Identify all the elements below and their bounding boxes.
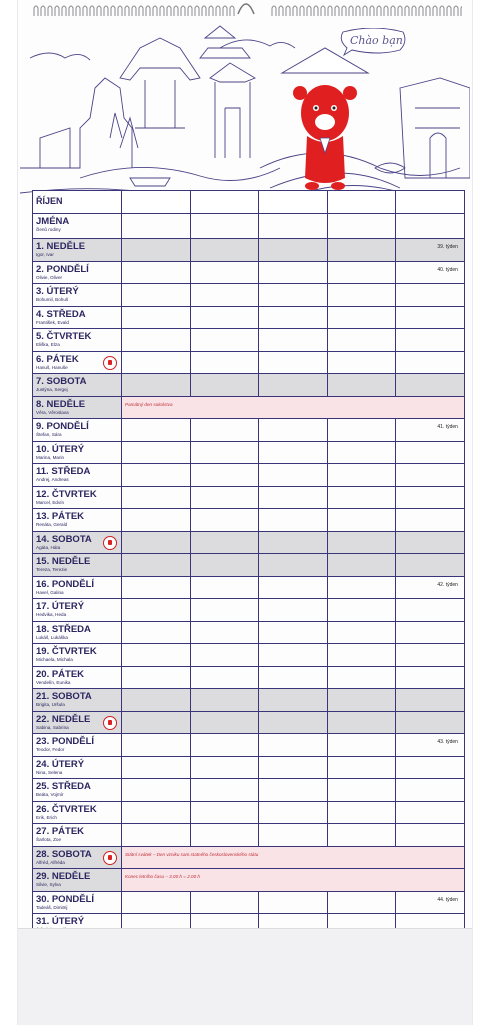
day-label: 1. NEDĚLE bbox=[36, 241, 86, 252]
entry-cell[interactable] bbox=[122, 891, 191, 914]
entry-cell[interactable] bbox=[190, 756, 259, 779]
entry-cell[interactable] bbox=[396, 756, 465, 779]
entry-cell[interactable] bbox=[327, 284, 396, 307]
entry-cell[interactable] bbox=[327, 531, 396, 554]
name-day: Hanuš, Hanuše bbox=[36, 364, 68, 370]
entry-cell[interactable] bbox=[122, 711, 191, 734]
entry-cell[interactable] bbox=[396, 464, 465, 487]
entry-cell[interactable] bbox=[259, 374, 328, 397]
entry-cell[interactable] bbox=[327, 801, 396, 824]
entry-cell[interactable] bbox=[259, 599, 328, 622]
entry-cell[interactable] bbox=[259, 666, 328, 689]
entry-cell[interactable] bbox=[327, 599, 396, 622]
day-row bbox=[33, 824, 465, 847]
day-label: 4. STŘEDA bbox=[36, 308, 86, 320]
holiday-note: Státní svátek – Den vzniku sam.statného československého státu bbox=[125, 851, 259, 857]
name-day: Justýna, Sergej bbox=[36, 387, 68, 392]
entry-cell[interactable] bbox=[327, 644, 396, 667]
day-label-cell bbox=[33, 711, 122, 734]
day-label: 28. SOBOTA bbox=[36, 848, 92, 860]
week-number: 41. týden bbox=[437, 424, 458, 430]
name-day: Andrej, Andreas bbox=[36, 477, 69, 482]
name-day: Olivie, Oliver bbox=[36, 274, 63, 280]
day-label: 25. STŘEDA bbox=[36, 781, 91, 792]
entry-cell[interactable] bbox=[122, 824, 191, 847]
entry-cell[interactable] bbox=[327, 666, 396, 689]
calendar-bottom-strip bbox=[18, 928, 472, 1025]
day-label-cell bbox=[33, 396, 122, 419]
day-label: 12. ČTVRTEK bbox=[36, 488, 97, 500]
entry-cell[interactable] bbox=[122, 486, 191, 509]
day-label-cell bbox=[33, 824, 122, 847]
entry-cell[interactable] bbox=[122, 576, 191, 599]
entry-cell[interactable] bbox=[190, 239, 259, 262]
entry-cell[interactable] bbox=[396, 689, 465, 712]
day-label: 16. PONDĚLÍ bbox=[36, 578, 95, 590]
name-day: Hedvika, Heda bbox=[36, 612, 67, 617]
entry-cell[interactable] bbox=[396, 486, 465, 509]
week-number: 44. týden bbox=[437, 896, 458, 903]
entry-cell[interactable] bbox=[190, 374, 259, 397]
day-label: 14. SOBOTA bbox=[36, 533, 92, 545]
day-label: 11. STŘEDA bbox=[36, 466, 91, 477]
day-row bbox=[33, 711, 465, 734]
entry-cell[interactable] bbox=[259, 554, 328, 577]
day-label: 29. NEDĚLE bbox=[36, 871, 91, 882]
entry-cell[interactable] bbox=[327, 689, 396, 712]
day-label-cell bbox=[33, 756, 122, 779]
day-label-cell bbox=[33, 801, 122, 824]
day-label-cell bbox=[33, 306, 122, 329]
day-row bbox=[33, 486, 465, 509]
entry-cell[interactable] bbox=[396, 734, 465, 757]
day-label-cell bbox=[33, 869, 122, 892]
moon-phase-icon bbox=[103, 716, 117, 730]
greeting-text: Chào bạn bbox=[350, 34, 403, 47]
family-member-name-cell[interactable] bbox=[396, 214, 465, 239]
name-day: Nina, Selena bbox=[36, 769, 63, 775]
entry-cell[interactable] bbox=[396, 599, 465, 622]
entry-cell[interactable] bbox=[259, 756, 328, 779]
entry-cell[interactable] bbox=[190, 599, 259, 622]
entry-cell[interactable] bbox=[396, 824, 465, 847]
entry-cell[interactable] bbox=[190, 419, 259, 442]
entry-cell[interactable] bbox=[259, 779, 328, 802]
name-day: František, Evald bbox=[36, 319, 69, 325]
name-day: Bohumil, Bohuš bbox=[36, 297, 69, 302]
day-label: 20. PÁTEK bbox=[36, 668, 85, 680]
entry-cell[interactable] bbox=[122, 779, 191, 802]
entry-cell[interactable] bbox=[259, 621, 328, 644]
entry-cell[interactable] bbox=[122, 666, 191, 689]
entry-cell[interactable] bbox=[259, 239, 328, 262]
entry-cell[interactable] bbox=[259, 441, 328, 464]
entry-cell[interactable] bbox=[122, 239, 191, 262]
entry-cell[interactable] bbox=[122, 689, 191, 712]
day-row bbox=[33, 891, 465, 914]
entry-cell[interactable] bbox=[259, 576, 328, 599]
entry-cell[interactable] bbox=[190, 486, 259, 509]
entry-cell[interactable] bbox=[122, 329, 191, 352]
day-row bbox=[33, 509, 465, 532]
entry-cell[interactable] bbox=[396, 554, 465, 577]
entry-cell[interactable] bbox=[327, 509, 396, 532]
day-row bbox=[33, 621, 465, 644]
entry-cell[interactable] bbox=[396, 711, 465, 734]
holiday-note-cell[interactable] bbox=[122, 396, 465, 419]
name-day: Sabina, Sabrina bbox=[36, 724, 69, 730]
day-label: 10. ÚTERÝ bbox=[36, 443, 85, 455]
day-label-cell bbox=[33, 329, 122, 352]
name-day: Michaela, Michala bbox=[36, 657, 73, 662]
day-label-cell bbox=[33, 441, 122, 464]
names-row bbox=[33, 214, 465, 239]
entry-cell[interactable] bbox=[396, 329, 465, 352]
day-label: 2. PONDĚLÍ bbox=[36, 263, 89, 275]
entry-cell[interactable] bbox=[396, 666, 465, 689]
entry-cell[interactable] bbox=[327, 329, 396, 352]
entry-cell[interactable] bbox=[190, 441, 259, 464]
entry-cell[interactable] bbox=[327, 576, 396, 599]
day-row bbox=[33, 869, 465, 892]
entry-cell[interactable] bbox=[396, 441, 465, 464]
name-day: Brigita, Uršula bbox=[36, 702, 65, 707]
entry-cell[interactable] bbox=[327, 306, 396, 329]
entry-cell[interactable] bbox=[122, 644, 191, 667]
day-row bbox=[33, 734, 465, 757]
day-label-cell bbox=[33, 261, 122, 284]
day-row bbox=[33, 801, 465, 824]
entry-cell[interactable] bbox=[122, 756, 191, 779]
entry-cell[interactable] bbox=[396, 891, 465, 914]
entry-cell[interactable] bbox=[122, 599, 191, 622]
entry-cell[interactable] bbox=[396, 576, 465, 599]
day-label: 26. ČTVRTEK bbox=[36, 803, 97, 815]
day-row bbox=[33, 779, 465, 802]
week-number: 40. týden bbox=[437, 266, 458, 273]
day-label: 3. ÚTERÝ bbox=[36, 286, 79, 297]
name-day: Lukáš, Lukáška bbox=[36, 634, 68, 640]
day-label-cell bbox=[33, 644, 122, 667]
day-label-cell bbox=[33, 689, 122, 712]
day-label-cell bbox=[33, 734, 122, 757]
name-day: Igor, Ivar bbox=[36, 252, 54, 257]
day-label: 13. PÁTEK bbox=[36, 511, 85, 522]
names-header-cell: JMÉNA členů rodiny bbox=[33, 214, 122, 239]
entry-cell[interactable] bbox=[396, 261, 465, 284]
day-label: 18. STŘEDA bbox=[36, 623, 91, 635]
entry-cell[interactable] bbox=[190, 689, 259, 712]
day-row bbox=[33, 284, 465, 307]
day-label: 6. PÁTEK bbox=[36, 353, 79, 365]
name-day: Eliška, Elza bbox=[36, 342, 60, 347]
entry-cell[interactable] bbox=[327, 891, 396, 914]
day-row bbox=[33, 464, 465, 487]
entry-cell[interactable] bbox=[327, 554, 396, 577]
entry-cell[interactable] bbox=[396, 351, 465, 374]
name-day: Teodor, Fedor bbox=[36, 747, 65, 752]
entry-cell[interactable] bbox=[190, 554, 259, 577]
entry-cell[interactable] bbox=[122, 284, 191, 307]
entry-cell[interactable] bbox=[396, 531, 465, 554]
family-member-name-cell[interactable] bbox=[190, 214, 259, 239]
entry-cell[interactable] bbox=[259, 351, 328, 374]
name-day: Renáta, Gerald bbox=[36, 522, 68, 527]
day-label-cell bbox=[33, 599, 122, 622]
day-label: 8. NEDĚLE bbox=[36, 398, 86, 410]
day-label-cell bbox=[33, 239, 122, 262]
day-row bbox=[33, 329, 465, 352]
entry-cell[interactable] bbox=[122, 374, 191, 397]
entry-cell[interactable] bbox=[259, 644, 328, 667]
day-label-cell bbox=[33, 891, 122, 914]
day-row bbox=[33, 576, 465, 599]
day-row bbox=[33, 666, 465, 689]
entry-cell[interactable] bbox=[259, 509, 328, 532]
entry-cell[interactable] bbox=[327, 621, 396, 644]
moon-phase-icon bbox=[103, 851, 117, 865]
day-row bbox=[33, 554, 465, 577]
entry-cell[interactable] bbox=[122, 261, 191, 284]
entry-cell[interactable] bbox=[396, 644, 465, 667]
entry-cell[interactable] bbox=[327, 756, 396, 779]
entry-cell[interactable] bbox=[190, 711, 259, 734]
day-row bbox=[33, 261, 465, 284]
entry-cell[interactable] bbox=[259, 689, 328, 712]
entry-cell[interactable] bbox=[396, 801, 465, 824]
entry-cell[interactable] bbox=[122, 464, 191, 487]
entry-cell[interactable] bbox=[396, 779, 465, 802]
day-row bbox=[33, 441, 465, 464]
name-day: Havel, Galina bbox=[36, 589, 64, 595]
day-label: 27. PÁTEK bbox=[36, 826, 85, 837]
entry-cell[interactable] bbox=[190, 734, 259, 757]
entry-cell[interactable] bbox=[259, 261, 328, 284]
day-label: 15. NEDĚLE bbox=[36, 556, 91, 567]
holiday-note: Konec letního času – 3.00 h = 2.00 h bbox=[125, 874, 200, 879]
day-label-cell bbox=[33, 621, 122, 644]
entry-cell[interactable] bbox=[190, 576, 259, 599]
day-label: 19. ČTVRTEK bbox=[36, 646, 97, 657]
entry-cell[interactable] bbox=[327, 441, 396, 464]
entry-cell[interactable] bbox=[190, 284, 259, 307]
day-label-cell bbox=[33, 419, 122, 442]
entry-cell[interactable] bbox=[259, 734, 328, 757]
entry-cell[interactable] bbox=[259, 306, 328, 329]
day-label: 5. ČTVRTEK bbox=[36, 331, 92, 342]
day-row bbox=[33, 689, 465, 712]
day-label-cell bbox=[33, 779, 122, 802]
entry-cell[interactable] bbox=[122, 509, 191, 532]
day-row bbox=[33, 351, 465, 374]
day-label: 21. SOBOTA bbox=[36, 691, 92, 702]
moon-phase-icon bbox=[103, 536, 117, 550]
name-day: Alfréd, Alfréda bbox=[36, 859, 65, 865]
name-day: Šarlota, Zoe bbox=[36, 837, 62, 842]
holiday-note: Památný den sokolstva bbox=[125, 401, 173, 407]
entry-cell[interactable] bbox=[327, 261, 396, 284]
day-label-cell bbox=[33, 509, 122, 532]
day-label-cell bbox=[33, 464, 122, 487]
bear-mascot bbox=[282, 48, 368, 190]
family-member-name-cell[interactable] bbox=[327, 214, 396, 239]
day-label: 9. PONDĚLÍ bbox=[36, 421, 89, 432]
entry-cell[interactable] bbox=[327, 239, 396, 262]
day-label: 24. ÚTERÝ bbox=[36, 758, 85, 770]
entry-cell[interactable] bbox=[190, 464, 259, 487]
day-label-cell bbox=[33, 666, 122, 689]
family-member-name-cell[interactable] bbox=[259, 214, 328, 239]
name-day: Tadeáš, Dimitrij bbox=[36, 904, 68, 910]
entry-cell[interactable] bbox=[327, 374, 396, 397]
day-label-cell bbox=[33, 351, 122, 374]
name-day: Věra, Věroslava bbox=[36, 409, 69, 415]
entry-cell[interactable] bbox=[259, 329, 328, 352]
holiday-note-cell[interactable] bbox=[122, 846, 465, 869]
day-label: 7. SOBOTA bbox=[36, 376, 87, 387]
entry-cell[interactable] bbox=[327, 351, 396, 374]
entry-cell[interactable] bbox=[122, 801, 191, 824]
entry-cell[interactable] bbox=[190, 666, 259, 689]
entry-cell[interactable] bbox=[190, 261, 259, 284]
day-label-cell bbox=[33, 531, 122, 554]
name-day: Štefan, Sára bbox=[36, 432, 62, 437]
name-day: Erik, Erich bbox=[36, 814, 57, 820]
entry-cell[interactable] bbox=[190, 801, 259, 824]
entry-cell[interactable] bbox=[396, 374, 465, 397]
day-label: 22. NEDĚLE bbox=[36, 713, 91, 725]
day-row bbox=[33, 846, 465, 869]
entry-cell[interactable] bbox=[396, 621, 465, 644]
entry-cell[interactable] bbox=[190, 531, 259, 554]
entry-cell[interactable] bbox=[190, 509, 259, 532]
entry-cell[interactable] bbox=[396, 509, 465, 532]
week-number: 42. týden bbox=[437, 581, 458, 588]
entry-cell[interactable] bbox=[122, 306, 191, 329]
entry-cell[interactable] bbox=[396, 239, 465, 262]
name-day: Marina, Marin bbox=[36, 454, 65, 460]
entry-cell[interactable] bbox=[122, 441, 191, 464]
week-number: 39. týden bbox=[437, 244, 458, 250]
entry-cell[interactable] bbox=[122, 734, 191, 757]
entry-cell[interactable] bbox=[259, 531, 328, 554]
entry-cell[interactable] bbox=[259, 711, 328, 734]
entry-cell[interactable] bbox=[327, 734, 396, 757]
holiday-note-cell[interactable] bbox=[122, 869, 465, 892]
day-label: 31. ÚTERÝ bbox=[36, 916, 85, 927]
day-label-cell bbox=[33, 374, 122, 397]
entry-cell[interactable] bbox=[190, 621, 259, 644]
day-label-cell bbox=[33, 554, 122, 577]
entry-cell[interactable] bbox=[122, 531, 191, 554]
day-row bbox=[33, 419, 465, 442]
name-day: Tereza, Terezie bbox=[36, 567, 68, 572]
day-row bbox=[33, 374, 465, 397]
entry-cell[interactable] bbox=[396, 419, 465, 442]
day-label-cell bbox=[33, 846, 122, 869]
entry-cell[interactable] bbox=[396, 306, 465, 329]
family-member-name-cell[interactable] bbox=[122, 214, 191, 239]
entry-cell[interactable] bbox=[327, 464, 396, 487]
day-row bbox=[33, 599, 465, 622]
day-row bbox=[33, 306, 465, 329]
name-day: Silvie, Sylva bbox=[36, 882, 61, 887]
entry-cell[interactable] bbox=[259, 801, 328, 824]
week-number: 43. týden bbox=[437, 739, 458, 745]
month-heading: ŘÍJEN bbox=[33, 191, 122, 214]
entry-cell[interactable] bbox=[190, 779, 259, 802]
name-day: Agáta, Háta bbox=[36, 544, 61, 550]
entry-cell[interactable] bbox=[190, 891, 259, 914]
entry-cell[interactable] bbox=[259, 419, 328, 442]
entry-cell[interactable] bbox=[190, 351, 259, 374]
entry-cell[interactable] bbox=[190, 329, 259, 352]
entry-cell[interactable] bbox=[259, 464, 328, 487]
entry-cell[interactable] bbox=[122, 554, 191, 577]
day-row bbox=[33, 239, 465, 262]
day-label-cell bbox=[33, 486, 122, 509]
entry-cell[interactable] bbox=[190, 306, 259, 329]
entry-cell[interactable] bbox=[259, 284, 328, 307]
entry-cell[interactable] bbox=[190, 644, 259, 667]
name-day: Beáta, Vojmír bbox=[36, 792, 64, 797]
entry-cell[interactable] bbox=[327, 824, 396, 847]
day-row bbox=[33, 644, 465, 667]
entry-cell[interactable] bbox=[327, 711, 396, 734]
entry-cell[interactable] bbox=[122, 419, 191, 442]
entry-cell[interactable] bbox=[259, 891, 328, 914]
day-label: 23. PONDĚLÍ bbox=[36, 736, 95, 747]
day-label-cell bbox=[33, 576, 122, 599]
day-label: 30. PONDĚLÍ bbox=[36, 893, 95, 905]
entry-cell[interactable] bbox=[190, 824, 259, 847]
day-row bbox=[33, 756, 465, 779]
moon-phase-icon bbox=[103, 356, 117, 370]
entry-cell[interactable] bbox=[327, 779, 396, 802]
entry-cell[interactable] bbox=[396, 284, 465, 307]
day-row bbox=[33, 396, 465, 419]
name-day: Vendelín, Eunika bbox=[36, 679, 71, 685]
day-row bbox=[33, 531, 465, 554]
entry-cell[interactable] bbox=[259, 824, 328, 847]
family-calendar-table bbox=[32, 190, 465, 937]
entry-cell[interactable] bbox=[327, 419, 396, 442]
day-label-cell bbox=[33, 284, 122, 307]
name-day: Marcel, Edvín bbox=[36, 499, 65, 505]
entry-cell[interactable] bbox=[327, 486, 396, 509]
entry-cell[interactable] bbox=[122, 621, 191, 644]
day-label: 17. ÚTERÝ bbox=[36, 601, 85, 612]
entry-cell[interactable] bbox=[259, 486, 328, 509]
entry-cell[interactable] bbox=[122, 351, 191, 374]
